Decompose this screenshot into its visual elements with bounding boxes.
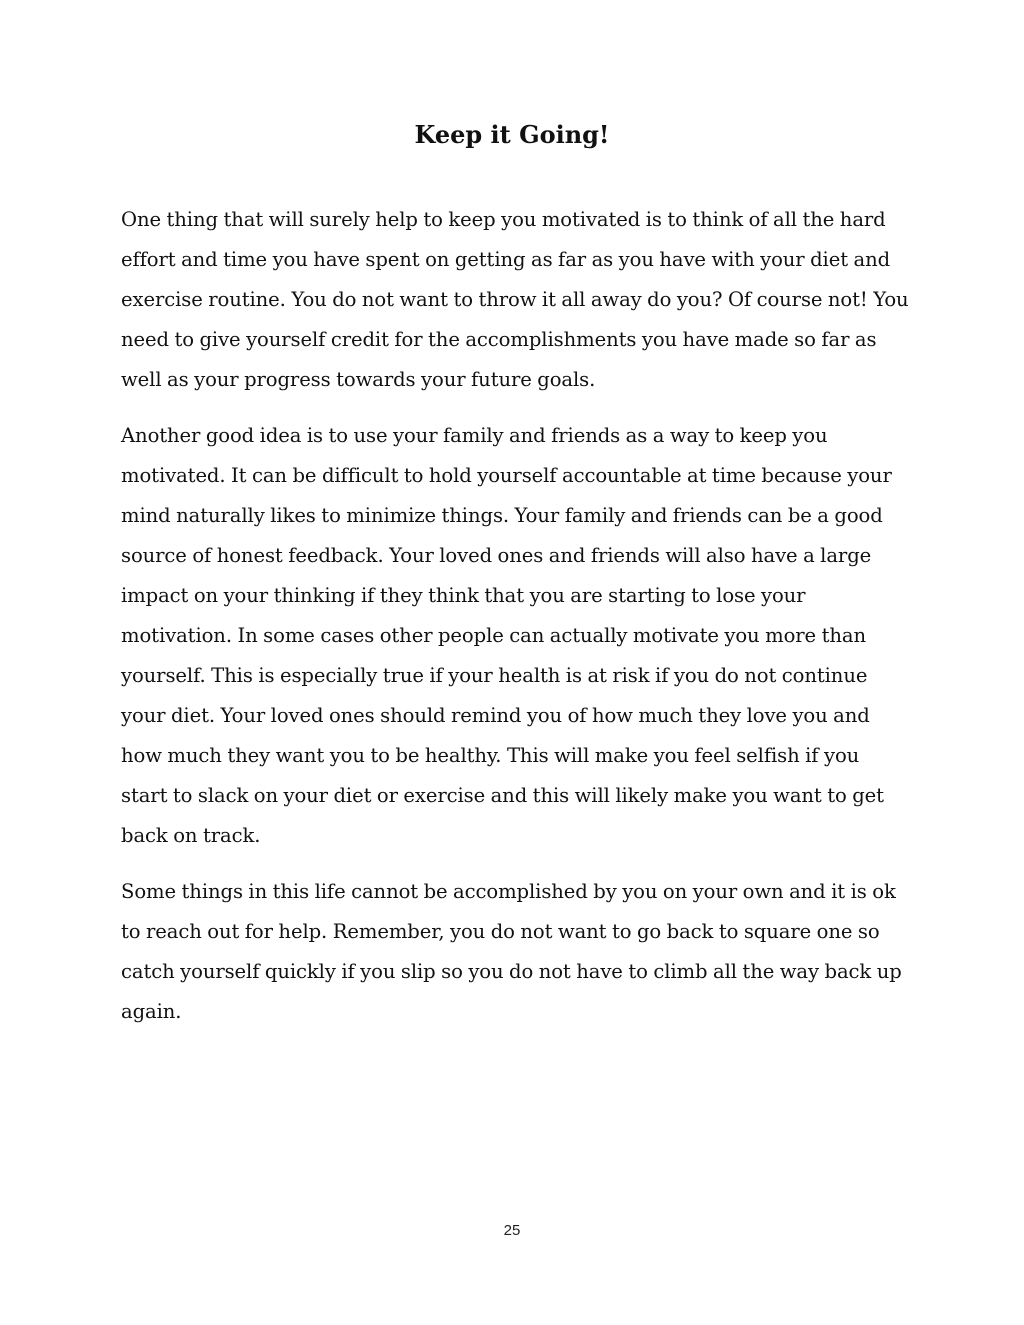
paragraph-1: One thing that will surely help to keep you motivated is to think of all the hard effort and time you have spent on getting as far as you have with your diet and exercise routine. You do not want to throw it all away do you? Of course not! You need to give yourself credit for the accomplishments you have made so far as well as your progress towards your future goals. <box>121 208 909 391</box>
body-text <box>121 200 911 1048</box>
page-title: Keep it Going! <box>414 120 610 149</box>
paragraph-3: Some things in this life cannot be accomplished by you on your own and it is ok to reach out for help. Remember, you do not want to go back to square one so catch yourself quickly if you slip so you do not have to climb all the way back up again. <box>121 880 902 1023</box>
page-number: 25 <box>503 1222 521 1239</box>
paragraph-2: Another good idea is to use your family and friends as a way to keep you motivated. It can be difficult to hold yourself accountable at time because your mind naturally likes to minimize things. Your family and friends can be a good source of honest feedback. Your loved ones and friends will also have a large impact on your thinking if they think that you are starting to lose your motivation. In some cases other people can actually motivate you more than yourself. This is especially true if your health is at risk if you do not continue your diet. Your loved ones should remind you of how much they love you and how much they want you to be healthy. This will make you feel selfish if you start to slack on your diet or exercise and this will likely make you want to get back on track. <box>121 424 892 847</box>
